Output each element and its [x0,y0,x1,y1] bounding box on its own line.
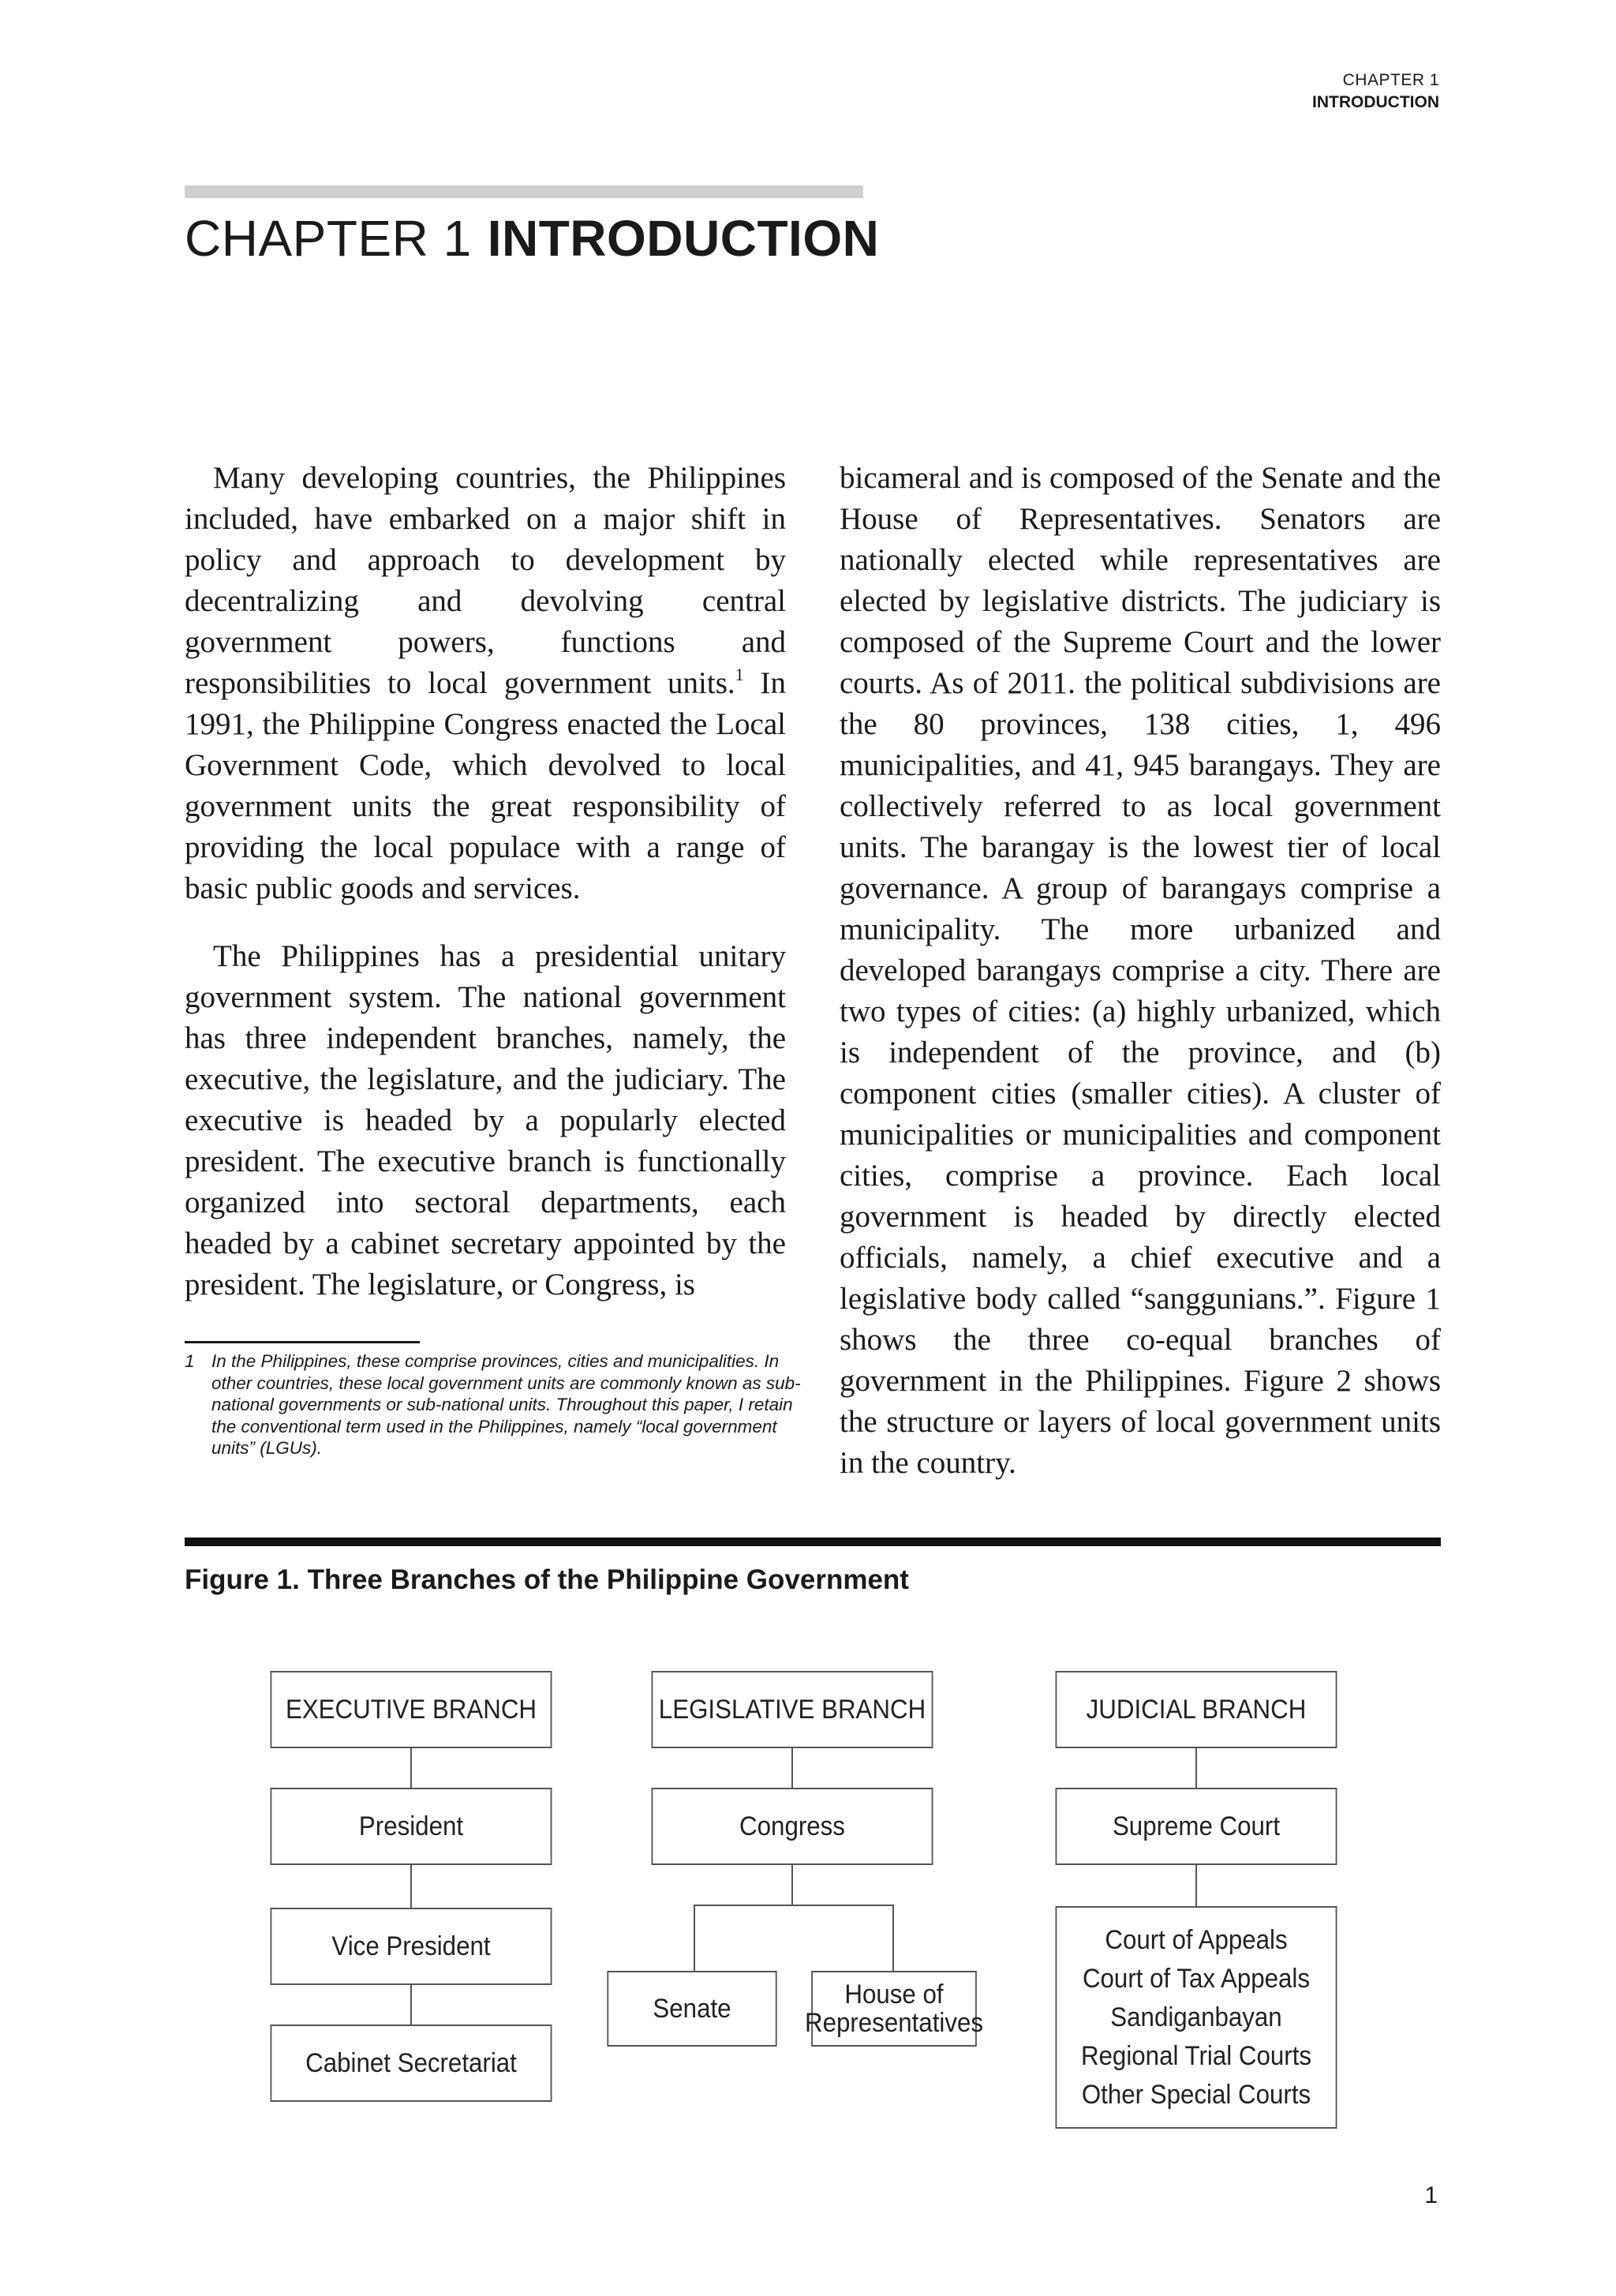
paragraph-1-text-a: Many developing countries, the Philippines included, have embarked on a major shift in policy and approach to development by decentralizing and devolving central government powers, functions and responsibilities to local government units. [185,461,786,700]
connector [1195,1748,1197,1788]
vice-president-box [271,1908,552,1985]
connector [410,1985,412,2024]
footnote-text: In the Philippines, these comprise provinces, cities and municipalities. In other countries, these local government units are commonly known as sub-national governments or sub-national units. Throughout this paper, I retain the conventional term used in the Philippines, namely “local government units” (LGUs). [211,1351,801,1458]
supreme-court-box [1056,1788,1337,1865]
connector [410,1865,412,1908]
running-header-chapter: CHAPTER 1 [1342,71,1439,89]
court-of-tax-appeals-label: Court of Tax Appeals [1082,1963,1311,1994]
footnote-reference: 1 [735,665,744,684]
connector [791,1748,793,1788]
paragraph-1-text-b: In 1991, the Philippine Congress enacted the Local Government Code, which devolved to local government units the great responsibility of providing the local populace with a range of basic public goods and services. [185,666,786,905]
house-label-line-1: House of [844,1980,944,2009]
court-of-appeals-label: Court of Appeals [1105,1924,1288,1955]
chapter-title-prefix: CHAPTER 1 [185,210,472,267]
body-column-right [840,458,1441,1484]
congress-label: Congress [739,1811,845,1841]
footnote-number: 1 [185,1351,195,1371]
senate-label: Senate [653,1994,731,2024]
paragraph-3: bicameral and is composed of the Senate and the House of Representatives. Senators are nationally elected while representatives are elected by legislative districts. The judiciary is composed of the Supreme Court and the lower courts. As of 2011. the political subdivisions are the 80 provinces, 138 cities, 1, 496 municipalities, and 41, 945 barangays. They are collectively referred to as local government units. The barangay is the lowest tier of local governance. A group of barangays comprise a municipality. The more urbanized and developed barangays comprise a city. There are two types of cities: (a) highly urbanized, which is independent of the province, and (b) component cities (smaller cities). A cluster of municipalities or municipalities and component cities, comprise a province. Each local government is headed by directly elected officials, namely, a chief executive and a legislative body called “sanggunians.”. Figure 1 shows the three co-equal branches of government in the Philippines. Figure 2 shows the structure or layers of local government units in the country. [840,461,1441,1480]
body-column-left [185,458,786,1305]
cabinet-secretariat-box [271,2024,552,2102]
running-header [1312,69,1439,114]
chapter-title [185,207,879,270]
supreme-court-label: Supreme Court [1112,1811,1281,1841]
chapter-heading-bar [185,185,863,198]
paragraph-1 [185,458,786,909]
connector [892,1905,894,1971]
house-of-representatives-box [804,1971,984,2047]
senate-box [607,1971,776,2047]
executive-branch-box [271,1671,552,1748]
footnote [185,1350,813,1459]
sandiganbayan-label: Sandiganbayan [1110,2002,1282,2032]
legislative-branch-box [652,1671,933,1748]
cabinet-secretariat-label: Cabinet Secretariat [305,2048,517,2078]
page-number: 1 [1424,2182,1438,2208]
connector [694,1905,894,1906]
running-header-title: INTRODUCTION [1312,93,1439,111]
judicial-branch-label: JUDICIAL BRANCH [1086,1695,1307,1725]
judicial-branch-box [1056,1671,1337,1748]
figure-caption: Figure 1. Three Branches of the Philippine Government [185,1564,909,1595]
connector [1195,1865,1197,1906]
president-label: President [358,1811,464,1841]
other-special-courts-label: Other Special Courts [1081,2079,1311,2110]
vice-president-label: Vice President [331,1931,491,1961]
connector [410,1748,412,1788]
executive-branch-label: EXECUTIVE BRANCH [285,1695,537,1725]
connector [694,1905,695,1971]
president-box [271,1788,552,1865]
paragraph-2: The Philippines has a presidential unitary government system. The national government has three independent branches, namely, the executive, the legislature, and the judiciary. The executive is headed by a popularly elected president. The executive branch is functionally organized into sectoral departments, each headed by a cabinet secretary appointed by the president. The legislature, or Congress, is [185,939,786,1302]
figure-rule [185,1538,1441,1546]
chapter-title-main: INTRODUCTION [487,210,880,267]
lower-courts-box [1056,1906,1337,2129]
connector [791,1865,793,1905]
footnote-rule [185,1341,420,1343]
legislative-branch-label: LEGISLATIVE BRANCH [658,1695,926,1725]
congress-box [652,1788,933,1865]
house-label-line-2: Representatives [804,2008,984,2038]
regional-trial-courts-label: Regional Trial Courts [1080,2040,1312,2071]
